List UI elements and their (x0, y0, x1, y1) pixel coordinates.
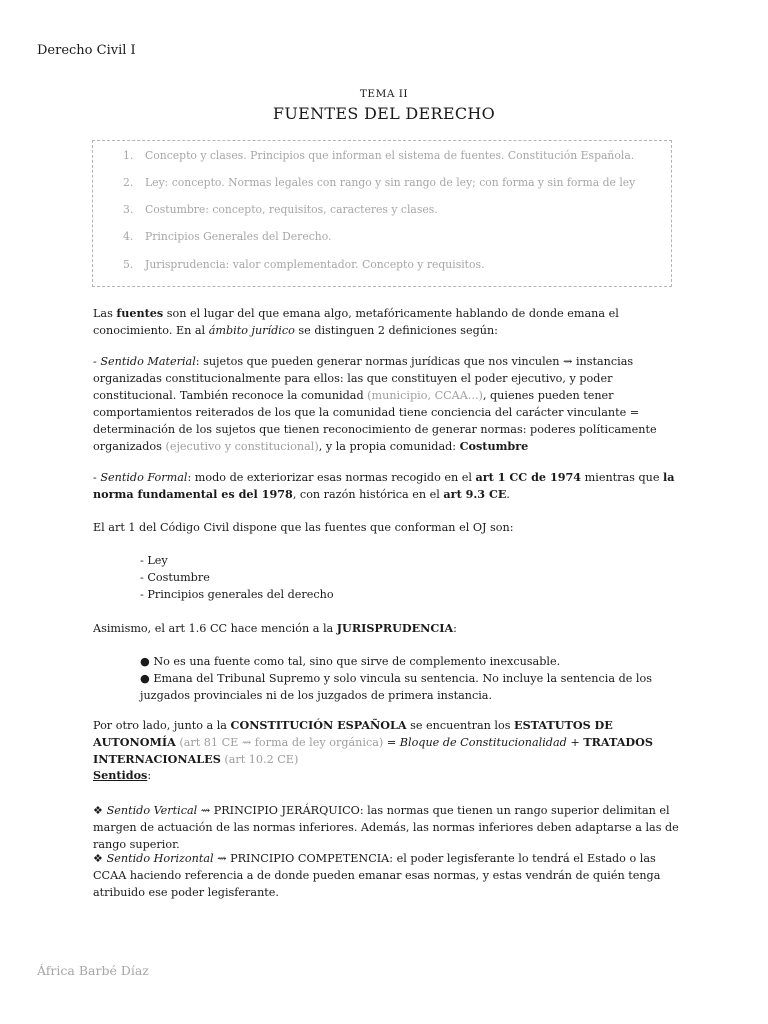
jurisprudencia-paragraph: Asimismo, el art 1.6 CC hace mención a la JURISPRUDENCIA: (93, 621, 457, 635)
toc-item (123, 149, 634, 162)
toc-item-text: Concepto y clases. Principios que informan el sistema de fuentes. Constitución Española. (145, 149, 635, 162)
sentido-horizontal-paragraph: ❖ Sentido Horizontal ⇝ PRINCIPIO COMPETENCIA: el poder legisferante lo tendrá el Estado o las CCAA haciendo referencia a de donde pueden emanar esas normas, y estas vendrán de quién tenga atribuido ese poder legisferante. (93, 852, 661, 899)
toc-item-text: Ley: concepto. Normas legales con rango y sin rango de ley; con forma y sin forma de ley (145, 176, 636, 189)
toc-item-text: Principios Generales del Derecho. (145, 230, 332, 243)
diamond-bullet-icon: ❖ (93, 852, 107, 865)
material-paragraph: - Sentido Material: sujetos que pueden generar normas jurídicas que nos vinculen ⇝ instancias organizadas constitucionalmente para ellos: las que constituyen el poder ejecutivo, y poder constitucional. También reconoce la comunidad (municipio, CCAA...), quienes pueden tener comportamientos reiterados de los que la comunidad tiene conciencia del carácter vinculante = determinación de los sujetos que tienen reconocimiento de generar normas: poderes políticamente organizados (ejecutivo y constitucional), y la propia comunidad: Costumbre (93, 355, 657, 453)
toc-item (123, 203, 438, 216)
list-item: ● Emana del Tribunal Supremo y solo vincula su sentencia. No incluye la sentencia de los juzgados provinciales ni de los juzgados de primera instancia. (140, 672, 652, 702)
intro-paragraph: Las fuentes son el lugar del que emana algo, metafóricamente hablando de donde emana el conocimiento. En al ámbito jurídico se distinguen 2 definiciones según: (93, 306, 619, 337)
sentidos-heading: Sentidos: (93, 768, 152, 782)
art1-intro: El art 1 del Código Civil dispone que las fuentes que conforman el OJ son: (93, 521, 514, 534)
tema-label: TEMA II (359, 88, 409, 100)
list-item: - Principios generales del derecho (140, 588, 334, 601)
formal-paragraph: - Sentido Formal: modo de exteriorizar esas normas recogido en el art 1 CC de 1974 mientras que la norma fundamental es del 1978, con razón histórica en el art 9.3 CE. (93, 470, 675, 501)
constitucion-paragraph: Por otro lado, junto a la CONSTITUCIÓN ESPAÑOLA se encuentran los ESTATUTOS DE AUTONOMÍA (art 81 CE ⇝ forma de ley orgánica) = Bloque de Constitucionalidad + TRATADOS INTERNACIONALES (art 10.2 CE) (93, 718, 653, 766)
list-item: - Costumbre (140, 571, 210, 584)
toc-item (123, 230, 331, 243)
sentido-vertical-paragraph: ❖ Sentido Vertical ⇝ PRINCIPIO JERÁRQUICO: las normas que tienen un rango superior delimitan el margen de actuación de las normas inferiores. Además, las normas inferiores deben adaptarse a las de rango superior. (93, 804, 679, 851)
jurisprudencia-bullets (140, 653, 680, 704)
toc-item-number: 1. (123, 149, 134, 162)
toc-item (123, 258, 485, 271)
toc-item (123, 176, 635, 189)
page-title: FUENTES DEL DERECHO (272, 104, 496, 123)
table-of-contents (92, 140, 672, 287)
sources-list (140, 552, 680, 603)
diamond-bullet-icon: ❖ (93, 804, 107, 817)
list-item: ● No es una fuente como tal, sino que sirve de complemento inexcusable. (140, 655, 561, 668)
toc-item-text: Costumbre: concepto, requisitos, caracteres y clases. (145, 203, 438, 216)
toc-item-number: 3. (123, 203, 134, 216)
toc-item-number: 4. (123, 230, 134, 243)
author-footer: África Barbé Díaz (37, 963, 149, 978)
list-item: - Ley (140, 554, 168, 567)
toc-item-text: Jurisprudencia: valor complementador. Concepto y requisitos. (145, 258, 485, 271)
toc-item-number: 2. (123, 176, 134, 189)
toc-item-number: 5. (123, 258, 134, 271)
course-header: Derecho Civil I (37, 43, 136, 58)
